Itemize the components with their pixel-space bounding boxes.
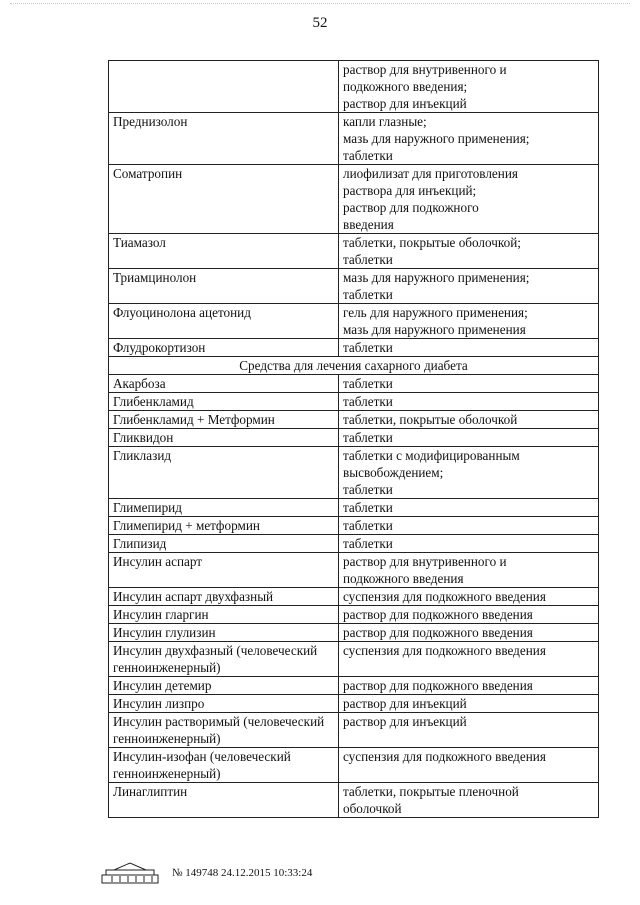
- dosage-form-line: лиофилизат для приготовления: [343, 166, 518, 181]
- dosage-form-cell: [339, 517, 599, 535]
- dosage-form-line: раствор для подкожного: [343, 200, 479, 215]
- table-row: [109, 642, 599, 677]
- drug-table: [108, 60, 599, 818]
- dosage-form-cell: [339, 677, 599, 695]
- table-row: [109, 113, 599, 165]
- dosage-form-cell: [339, 165, 599, 234]
- dosage-form-cell: [339, 61, 599, 113]
- dosage-form-line: гель для наружного применения;: [343, 305, 528, 320]
- dosage-form-line: мазь для наружного применения;: [343, 131, 530, 146]
- dosage-form-cell: [339, 642, 599, 677]
- table-row: [109, 588, 599, 606]
- dosage-form-line: таблетки: [343, 287, 393, 302]
- drug-name-cell: Инсулин детемир: [109, 677, 339, 695]
- drug-name-cell: Инсулин растворимый (человеческий генноинженерный): [109, 713, 339, 748]
- drug-name-cell: Инсулин лизпро: [109, 695, 339, 713]
- dosage-form-line: раствор для подкожного введения: [343, 607, 533, 622]
- dosage-form-cell: [339, 447, 599, 499]
- dosage-form-line: оболочкой: [343, 801, 402, 816]
- drug-name-cell: Преднизолон: [109, 113, 339, 165]
- drug-name-cell: Тиамазол: [109, 234, 339, 269]
- table-row: [109, 624, 599, 642]
- drug-name-cell: Инсулин аспарт: [109, 553, 339, 588]
- table-row: [109, 234, 599, 269]
- dosage-form-line: высвобождением;: [343, 465, 444, 480]
- dosage-form-line: суспензия для подкожного введения: [343, 589, 546, 604]
- table-row: [109, 606, 599, 624]
- dosage-form-cell: [339, 375, 599, 393]
- dosage-form-line: таблетки: [343, 536, 393, 551]
- dosage-form-cell: [339, 393, 599, 411]
- dosage-form-line: таблетки, покрытые оболочкой;: [343, 235, 521, 250]
- drug-name-cell: Инсулин-изофан (человеческий генноинженерный): [109, 748, 339, 783]
- dosage-form-cell: [339, 339, 599, 357]
- dosage-form-line: таблетки: [343, 430, 393, 445]
- dosage-form-line: таблетки: [343, 340, 393, 355]
- drug-name-cell: Триамцинолон: [109, 269, 339, 304]
- dosage-form-cell: [339, 269, 599, 304]
- table-row: [109, 713, 599, 748]
- dosage-form-cell: [339, 113, 599, 165]
- drug-name-cell: Глипизид: [109, 535, 339, 553]
- drug-name-cell: Флуоцинолона ацетонид: [109, 304, 339, 339]
- table-row: [109, 165, 599, 234]
- table-row: [109, 393, 599, 411]
- dosage-form-line: раствор для внутривенного и: [343, 554, 507, 569]
- drug-table-body: [109, 61, 599, 818]
- dosage-form-cell: [339, 234, 599, 269]
- drug-name-cell: Флудрокортизон: [109, 339, 339, 357]
- dosage-form-cell: [339, 783, 599, 818]
- dosage-form-line: раствор для инъекций: [343, 96, 467, 111]
- dosage-form-line: суспензия для подкожного введения: [343, 749, 546, 764]
- table-row: [109, 375, 599, 393]
- dosage-form-cell: [339, 429, 599, 447]
- table-row: [109, 695, 599, 713]
- drug-name-cell: Инсулин двухфазный (человеческий генноинженерный): [109, 642, 339, 677]
- table-row: [109, 269, 599, 304]
- dosage-form-cell: [339, 624, 599, 642]
- section-row: [109, 357, 599, 375]
- drug-name-cell: Инсулин глулизин: [109, 624, 339, 642]
- drug-name-cell: Гликлазид: [109, 447, 339, 499]
- dosage-form-line: таблетки: [343, 394, 393, 409]
- dosage-form-line: раствор для подкожного введения: [343, 678, 533, 693]
- footer-stamp-text: № 149748 24.12.2015 10:33:24: [172, 867, 313, 879]
- dosage-form-line: таблетки: [343, 376, 393, 391]
- dosage-form-line: суспензия для подкожного введения: [343, 643, 546, 658]
- drug-name-cell: Инсулин аспарт двухфазный: [109, 588, 339, 606]
- dosage-form-cell: [339, 606, 599, 624]
- dosage-form-line: раствор для подкожного введения: [343, 625, 533, 640]
- dosage-form-cell: [339, 588, 599, 606]
- drug-name-cell: Акарбоза: [109, 375, 339, 393]
- top-scan-edge: [10, 3, 630, 10]
- table-row: [109, 535, 599, 553]
- dosage-form-line: раствора для инъекций;: [343, 183, 477, 198]
- dosage-form-cell: [339, 499, 599, 517]
- dosage-form-line: мазь для наружного применения: [343, 322, 526, 337]
- drug-name-cell: Гликвидон: [109, 429, 339, 447]
- table-row: [109, 517, 599, 535]
- dosage-form-line: таблетки, покрытые оболочкой: [343, 412, 518, 427]
- dosage-form-cell: [339, 411, 599, 429]
- dosage-form-cell: [339, 535, 599, 553]
- dosage-form-line: раствор для инъекций: [343, 714, 467, 729]
- dosage-form-line: таблетки с модифицированным: [343, 448, 520, 463]
- table-row: [109, 411, 599, 429]
- dosage-form-line: таблетки, покрытые пленочной: [343, 784, 519, 799]
- dosage-form-line: таблетки: [343, 148, 393, 163]
- table-row: [109, 677, 599, 695]
- dosage-form-cell: [339, 304, 599, 339]
- page-number: 52: [312, 15, 328, 31]
- section-title: Средства для лечения сахарного диабета: [109, 357, 599, 375]
- drug-name-cell: Глибенкламид + Метформин: [109, 411, 339, 429]
- dosage-form-line: введения: [343, 217, 394, 232]
- dosage-form-cell: [339, 748, 599, 783]
- table-row: [109, 553, 599, 588]
- table-row: [109, 61, 599, 113]
- drug-name-cell: [109, 61, 339, 113]
- dosage-form-line: раствор для внутривенного и: [343, 62, 507, 77]
- table-row: [109, 429, 599, 447]
- dosage-form-cell: [339, 553, 599, 588]
- dosage-form-line: таблетки: [343, 500, 393, 515]
- dosage-form-line: капли глазные;: [343, 114, 427, 129]
- drug-name-cell: Глимепирид + метформин: [109, 517, 339, 535]
- dosage-form-line: раствор для инъекций: [343, 696, 467, 711]
- table-row: [109, 783, 599, 818]
- table-row: [109, 748, 599, 783]
- dosage-form-cell: [339, 695, 599, 713]
- dosage-form-line: подкожного введения: [343, 571, 464, 586]
- table-row: [109, 339, 599, 357]
- dosage-form-line: таблетки: [343, 518, 393, 533]
- table-row: [109, 499, 599, 517]
- drug-name-cell: Инсулин гларгин: [109, 606, 339, 624]
- dosage-form-line: подкожного введения;: [343, 79, 468, 94]
- dosage-form-line: таблетки: [343, 482, 393, 497]
- table-row: [109, 447, 599, 499]
- drug-name-cell: Глибенкламид: [109, 393, 339, 411]
- drug-name-cell: Линаглиптин: [109, 783, 339, 818]
- dosage-form-line: мазь для наружного применения;: [343, 270, 530, 285]
- dosage-form-cell: [339, 713, 599, 748]
- dosage-form-line: таблетки: [343, 252, 393, 267]
- building-seal-icon: [100, 862, 160, 884]
- table-row: [109, 304, 599, 339]
- drug-name-cell: Глимепирид: [109, 499, 339, 517]
- drug-name-cell: Соматропин: [109, 165, 339, 234]
